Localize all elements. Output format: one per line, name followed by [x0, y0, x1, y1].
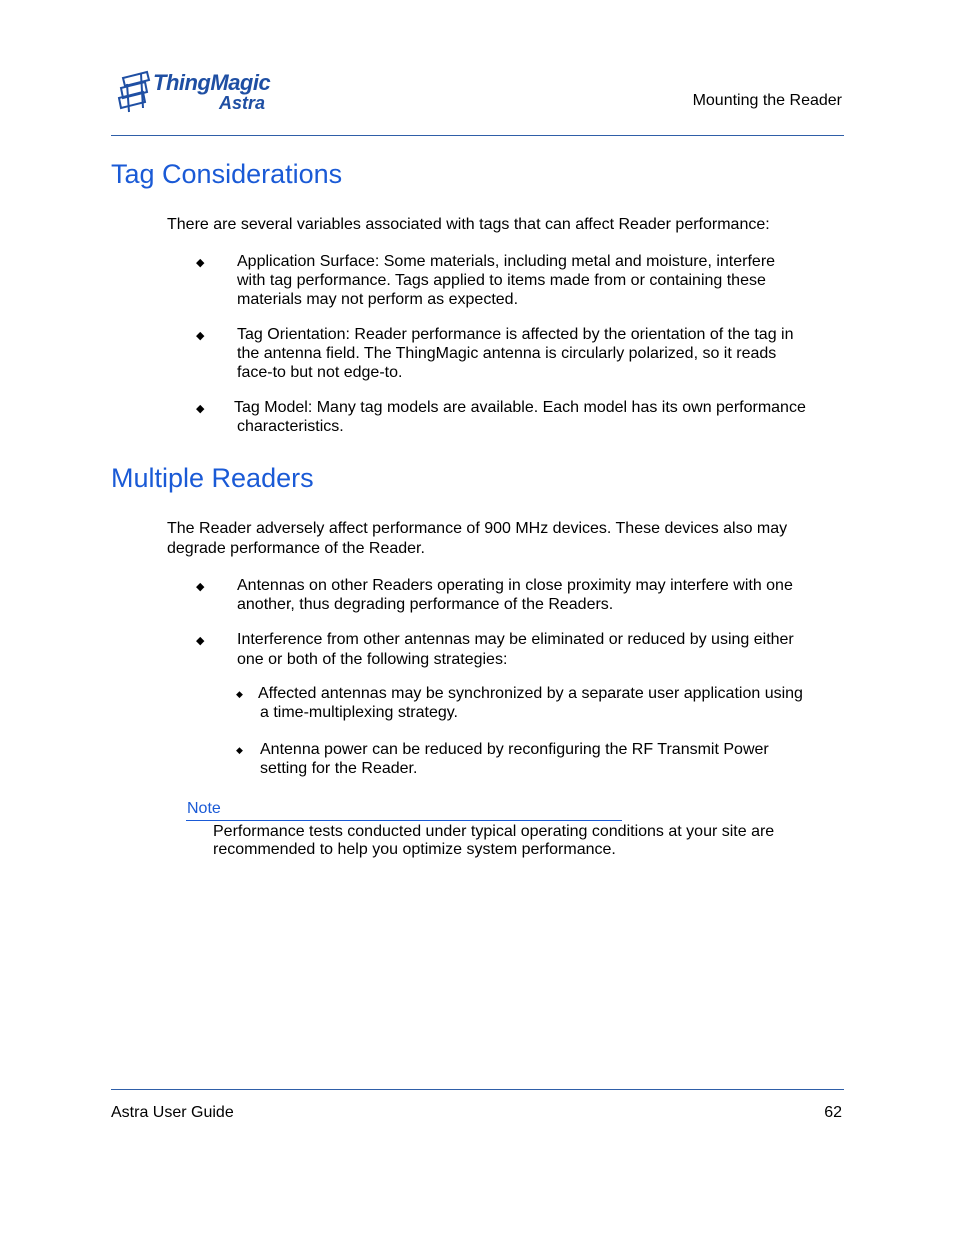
- logo-product: Astra: [219, 93, 266, 113]
- bullet-icon: ◆: [196, 257, 205, 269]
- sub-bullet-icon: ◆: [236, 745, 243, 755]
- footer-guide-title: Astra User Guide: [111, 1104, 234, 1121]
- note-rule: [186, 820, 622, 821]
- list-item: Tag Model: Many tag models are available. Each model has its own performance characteristics.: [234, 399, 806, 435]
- footer-rule: [111, 1089, 844, 1090]
- note-text: Performance tests conducted under typical operating conditions at your site are recommended to help you optimize system performance.: [213, 823, 775, 858]
- running-header: Mounting the Reader: [692, 92, 842, 109]
- list-item: Interference from other antennas may be eliminated or reduced by using either one or both of the following strategies:: [237, 631, 794, 668]
- sub-list-item: Antenna power can be reduced by reconfiguring the RF Transmit Power setting for the Reader.: [260, 741, 769, 777]
- section-title-multiple-readers: Multiple Readers: [111, 463, 314, 493]
- sub-list-item: Affected antennas may be synchronized by a separate user application using a time-multiplexing strategy.: [258, 685, 803, 721]
- logo-icon: [117, 68, 153, 114]
- list-item: Antennas on other Readers operating in close proximity may interfere with one another, thus degrading performance of the Readers.: [237, 577, 793, 613]
- section-title-tag: Tag Considerations: [111, 159, 343, 189]
- page-number: 62: [824, 1104, 842, 1121]
- thingmagic-logo: [117, 66, 277, 116]
- multi-intro: The Reader adversely affect performance of 900 MHz devices. These devices also may degrade performance of the Reader.: [167, 520, 788, 557]
- bullet-icon: ◆: [196, 581, 205, 593]
- tag-intro: There are several variables associated with tags that can affect Reader performance:: [167, 216, 770, 233]
- sub-bullet-icon: ◆: [236, 689, 243, 699]
- bullet-icon: ◆: [196, 635, 205, 647]
- header-rule: [111, 135, 844, 136]
- note-label: Note: [187, 800, 221, 817]
- bullet-icon: ◆: [196, 403, 205, 415]
- logo-wordmark: ThingMagic: [153, 70, 271, 95]
- list-item: Application Surface: Some materials, including metal and moisture, interfere with tag performance. Tags applied to items made from or containing these materials may not perform as expected.: [237, 253, 776, 308]
- bullet-icon: ◆: [196, 330, 205, 342]
- list-item: Tag Orientation: Reader performance is affected by the orientation of the tag in the antenna field. The ThingMagic antenna is circularly polarized, so it reads face-to but not edge-to.: [237, 326, 794, 381]
